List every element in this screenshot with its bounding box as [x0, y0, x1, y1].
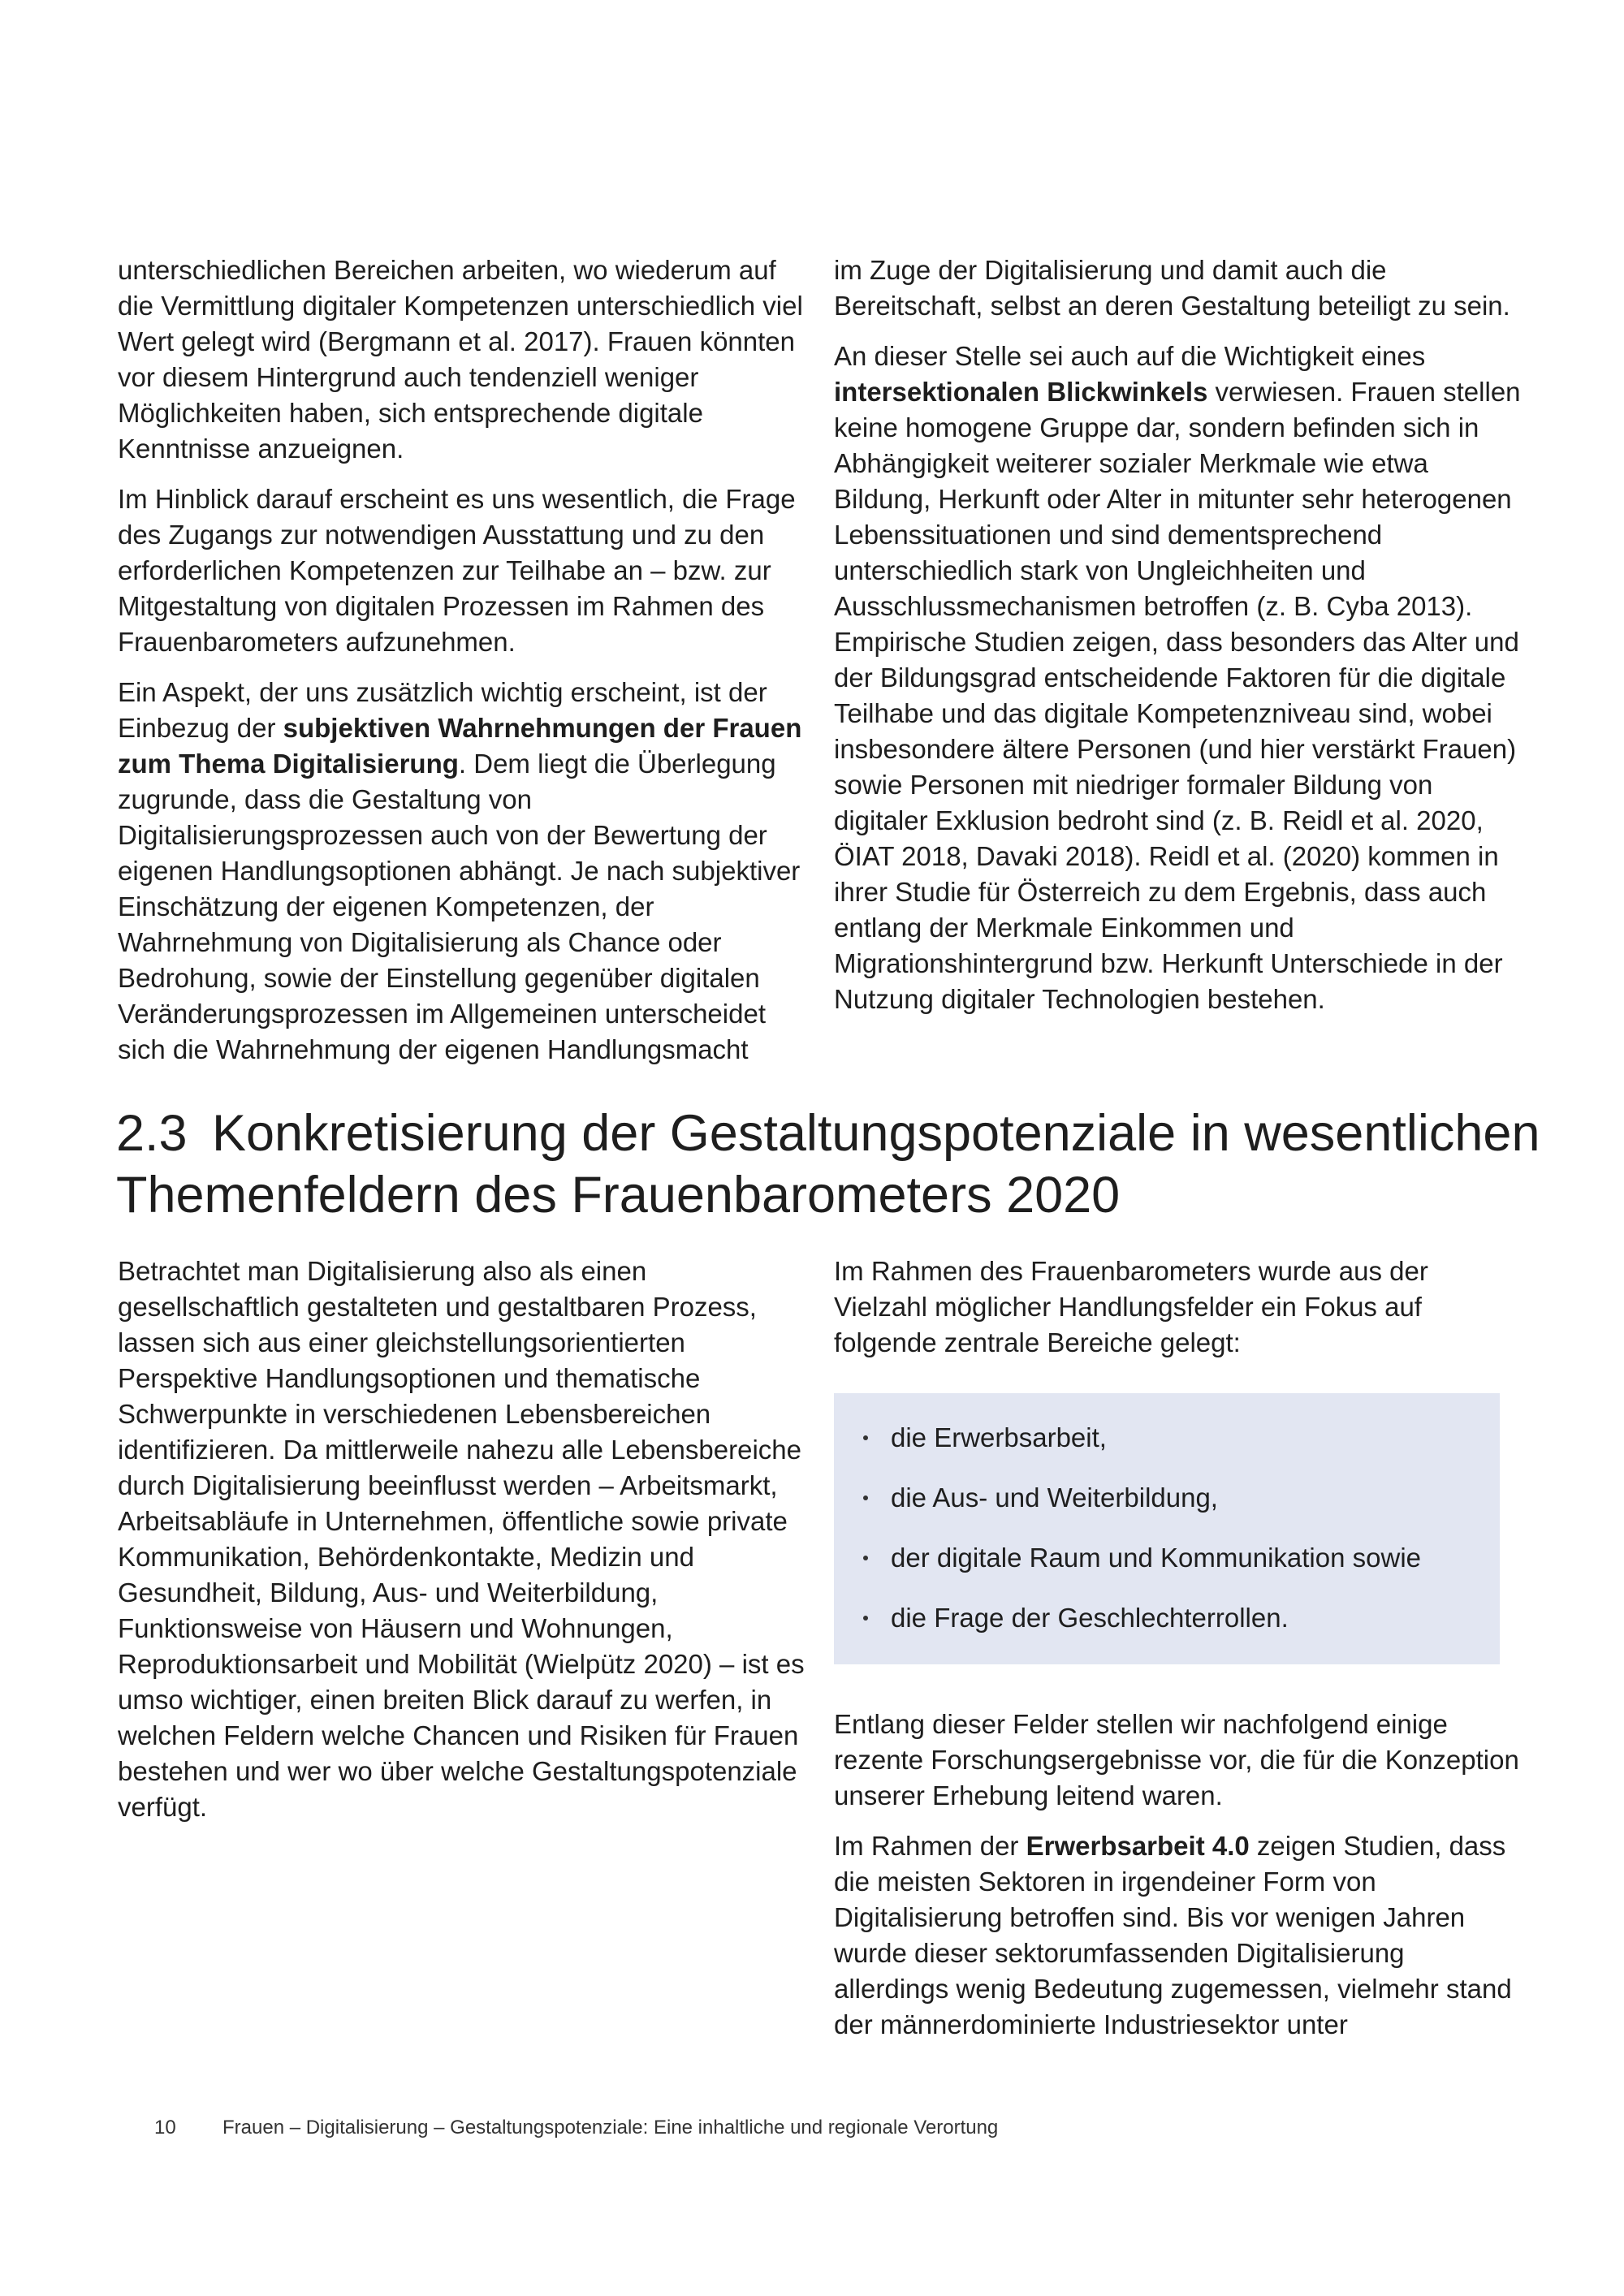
paragraph: Im Rahmen des Frauenbarometers wurde aus der Vielzahl möglicher Handlungsfelder ein Fokus auf folgende zentrale Bereiche gelegt:	[834, 1256, 1428, 1357]
paragraph	[834, 1828, 1524, 2043]
section-heading	[116, 1103, 1545, 1226]
bullet-icon	[863, 1556, 868, 1560]
left-column-bottom	[118, 1254, 808, 1840]
paragraph	[118, 675, 808, 1068]
right-column-bottom	[834, 1254, 1524, 2057]
text-run: verwiesen. Frauen stellen keine homogene Gruppe dar, sondern befinden sich in Abhängigkeit weiterer sozialer Merkmale wie etwa Bildung, Herkunft oder Alter in mitunter sehr heterogenen Lebenssituationen und sind dementsprechend unterschiedlich stark von Ungleichheiten und Ausschlussmechanismen betroffen (z. B. Cyba 2013). Empirische Studien zeigen, dass besonders das Alter und der Bildungsgrad entscheidende Faktoren für die digitale Teilhabe und das digitale Kompetenzniveau sind, wobei insbesondere ältere Personen (und hier verstärkt Frauen) sowie Personen mit niedriger formaler Bildung von digitaler Exklusion bedroht sind (z. B. Reidl et al. 2020, ÖIAT 2018, Davaki 2018). Reidl et al. (2020) kommen in ihrer Studie für Österreich zu dem Ergebnis, dass auch entlang der Merkmale Einkommen und Migrationshintergrund bzw. Herkunft Unterschiede in der Nutzung digitaler Technologien bestehen.	[834, 377, 1521, 1014]
paragraph	[834, 339, 1524, 1017]
focus-areas-list	[858, 1408, 1484, 1648]
text-run: Im Rahmen der	[834, 1831, 1026, 1861]
list-item: der digitale Raum und Kommunikation sowie	[858, 1528, 1484, 1588]
text-run: An dieser Stelle sei auch auf die Wichtigkeit eines	[834, 341, 1426, 371]
text-run: . Dem liegt die Überlegung zugrunde, dass die Gestaltung von Digitalisierungsprozessen auch von der Bewertung der eigenen Handlungsoptionen abhängt. Je nach subjektiver Einschätzung der eigenen Kompetenzen, der Wahrnehmung von Digitalisierung als Chance oder Bedrohung, sowie der Einstellung gegenüber digitalen Veränderungsprozessen im Allgemeinen unterscheidet sich die Wahrnehmung der eigenen Handlungsmacht	[118, 749, 801, 1064]
running-footer-title: Frauen – Digitalisierung – Gestaltungspotenziale: Eine inhaltliche und regionale Verortung	[222, 2117, 999, 2138]
bullet-icon	[863, 1495, 868, 1500]
paragraph: unterschiedlichen Bereichen arbeiten, wo wiederum auf die Vermittlung digitaler Kompetenzen unterschiedlich viel Wert gelegt wird (Bergmann et al. 2017). Frauen könnten vor diesem Hintergrund auch tendenziell weniger Möglichkeiten haben, sich entsprechende digitale Kenntnisse anzueignen.	[118, 255, 803, 464]
paragraph: im Zuge der Digitalisierung und damit auch die Bereitschaft, selbst an deren Gestaltung beteiligt zu sein.	[834, 255, 1510, 321]
bold-term: subjektiven Wahrnehmungen der Frauen zum Thema Digitalisierung	[118, 713, 802, 779]
left-column-top	[118, 252, 808, 1082]
page-number: 10	[154, 2117, 176, 2138]
bullet-icon	[863, 1616, 868, 1621]
list-item: die Aus- und Weiterbildung,	[858, 1468, 1484, 1528]
focus-areas-box	[834, 1393, 1500, 1664]
section-number: 2.3	[116, 1105, 188, 1162]
bold-term: Erwerbsarbeit 4.0	[1026, 1831, 1250, 1861]
paragraph: Im Hinblick darauf erscheint es uns wesentlich, die Frage des Zugangs zur notwendigen Ausstattung und zu den erforderlichen Kompetenzen zur Teilhabe an – bzw. zur Mitgestaltung von digitalen Prozessen im Rahmen des Frauenbarometers aufzunehmen.	[118, 484, 796, 657]
list-item: die Frage der Geschlechterrollen.	[858, 1588, 1484, 1648]
bold-term: intersektionalen Blickwinkels	[834, 377, 1208, 407]
list-item: die Erwerbsarbeit,	[858, 1408, 1484, 1468]
text-run: zeigen Studien, dass die meisten Sektoren in irgendeiner Form von Digitalisierung betroffen sind. Bis vor wenigen Jahren wurde dieser sektorumfassenden Digitalisierung allerdings wenig Bedeutung zugemessen, vielmehr stand der männerdominierte Industriesektor unter	[834, 1831, 1512, 2039]
section-title: Konkretisierung der Gestaltungspotenziale in wesentlichen Themenfeldern des Frauenbarometers 2020	[116, 1105, 1540, 1224]
right-column-top	[834, 252, 1524, 1032]
bullet-icon	[863, 1435, 868, 1440]
paragraph: Entlang dieser Felder stellen wir nachfolgend einige rezente Forschungsergebnisse vor, die für die Konzeption unserer Erhebung leitend waren.	[834, 1709, 1519, 1810]
text-run: Ein Aspekt, der uns zusätzlich wichtig erscheint, ist der Einbezug der	[118, 677, 767, 743]
paragraph: Betrachtet man Digitalisierung also als einen gesellschaftlich gestalteten und gestaltbaren Prozess, lassen sich aus einer gleichstellungsorientierten Perspektive Handlungsoptionen und thematische Schwerpunkte in verschiedenen Lebensbereichen identifizieren. Da mittlerweile nahezu alle Lebensbereiche durch Digitalisierung beeinflusst werden – Arbeitsmarkt, Arbeitsabläufe in Unternehmen, öffentliche sowie private Kommunikation, Behördenkontakte, Medizin und Gesundheit, Bildung, Aus- und Weiterbildung, Funktionsweise von Häusern und Wohnungen, Reproduktionsarbeit und Mobilität (Wielpütz 2020) – ist es umso wichtiger, einen breiten Blick darauf zu werfen, in welchen Feldern welche Chancen und Risiken für Frauen bestehen und wer wo über welche Gestaltungspotenziale verfügt.	[118, 1256, 805, 1822]
